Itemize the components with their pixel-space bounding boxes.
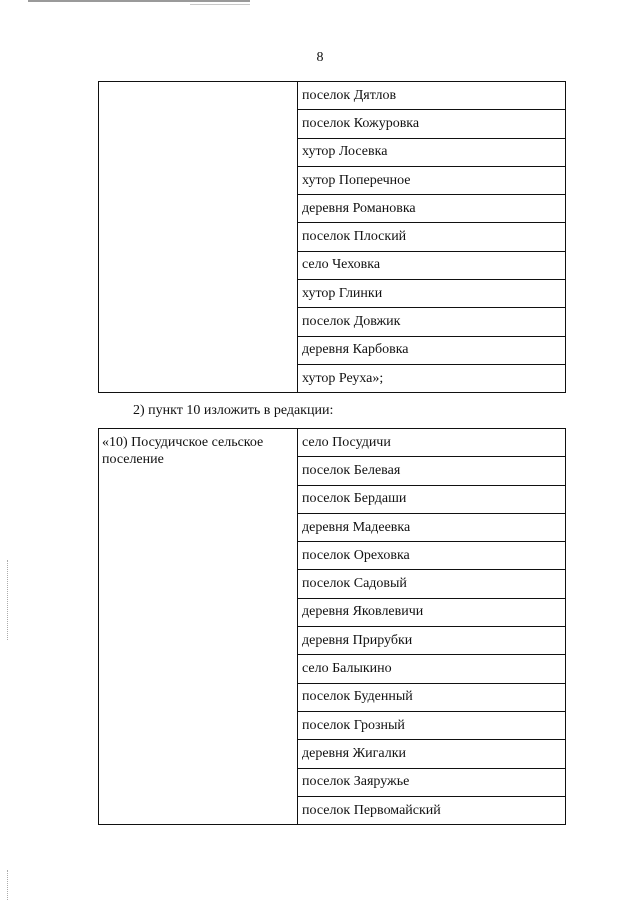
page-number: 8 [316,50,324,65]
settlement-cell: поселок Кожуровка [298,110,566,138]
settlement-cell: поселок Дятлов [298,82,566,110]
settlement-cell: поселок Садовый [298,570,566,598]
table-row [99,82,566,110]
municipality-cell: «10) Посудичское сельское поселение [99,429,298,825]
settlement-cell: поселок Грозный [298,711,566,739]
table1-body [99,82,566,393]
settlement-cell: поселок Буденный [298,683,566,711]
settlement-cell: поселок Первомайский [298,796,566,824]
settlement-cell: хутор Лосевка [298,138,566,166]
scan-margin-marks [7,560,10,640]
settlement-cell: село Чеховка [298,251,566,279]
settlement-cell: поселок Заяружье [298,768,566,796]
settlement-cell: деревня Карбовка [298,336,566,364]
amendment-paragraph: 2) пункт 10 изложить в редакции: [133,403,334,418]
scan-edge-line-faint [190,4,250,5]
settlement-cell: деревня Мадеевка [298,513,566,541]
table-row [99,429,566,457]
settlement-cell: хутор Поперечное [298,166,566,194]
scan-margin-marks-bottom [7,870,10,900]
settlement-cell: деревня Прирубки [298,627,566,655]
settlement-cell: хутор Глинки [298,280,566,308]
municipality-cell [99,82,298,393]
settlement-cell: поселок Белевая [298,457,566,485]
scan-edge-line [28,0,250,2]
settlement-cell: деревня Яковлевичи [298,598,566,626]
settlements-table-continued [98,81,566,393]
settlement-cell: поселок Ореховка [298,542,566,570]
settlements-table-posudichi [98,428,566,825]
settlement-cell: село Посудичи [298,429,566,457]
settlement-cell: поселок Довжик [298,308,566,336]
settlement-cell: деревня Жигалки [298,740,566,768]
settlement-cell: деревня Романовка [298,195,566,223]
settlement-cell: село Балыкино [298,655,566,683]
settlement-cell: поселок Плоский [298,223,566,251]
table2-body [99,429,566,825]
settlement-cell: хутор Реуха»; [298,364,566,392]
settlement-cell: поселок Бердаши [298,485,566,513]
